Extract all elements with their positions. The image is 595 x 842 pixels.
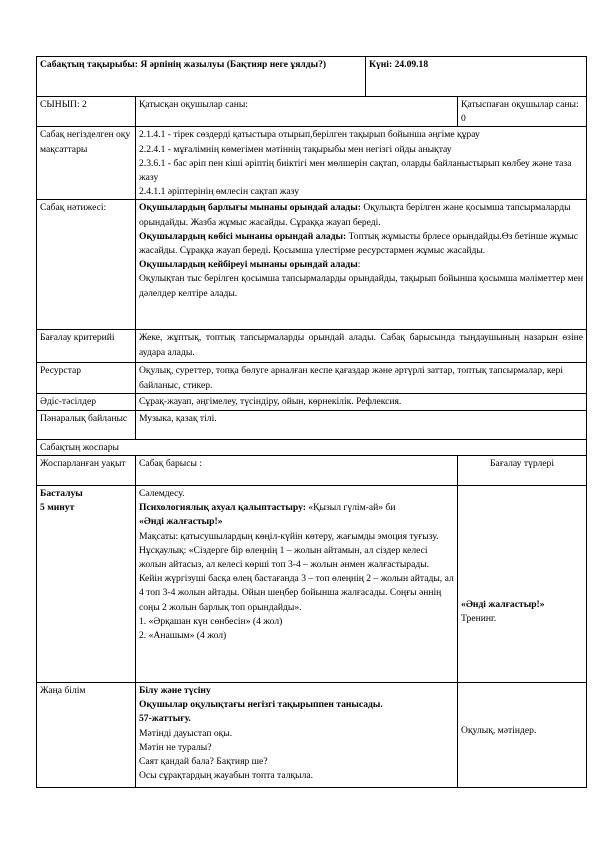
criteria-text: Жеке, жұптық, топтық тапсырмаларды орындай алады. Сабақ барысында тыңдаушының назарын өзіне аудара алады.	[136, 330, 587, 363]
game-title: «Әнді жалғастыр!»	[139, 516, 223, 528]
stage-new-l1: Мәтінді дауыстап оқы.	[139, 727, 233, 739]
stage-new-row	[37, 683, 587, 788]
game-purpose: Мақсаты: қатысушылардың көңіл-күйін көтеру, жағымды эмоция туғызу.	[139, 530, 439, 542]
goal-3: 2.3.6.1 - бас әріп пен кіші әріптің биіктігі мен мөлшерін сақтап, оларды байланыстырып көлбеу және таза жазу	[139, 157, 572, 184]
methods-label: Әдіс-тәсілдер	[37, 393, 136, 410]
class-row	[37, 97, 587, 127]
lesson-date: Күні: 24.09.18	[366, 57, 587, 97]
criteria-row	[37, 330, 587, 363]
interdisciplinary-label: Пәнаралық байланыс	[37, 410, 136, 439]
result-some: Оқушылардың кейбіреуі мынаны орындай алады:	[139, 259, 361, 271]
stage-start-assessment	[458, 486, 587, 683]
stage-new-assessment	[458, 683, 587, 788]
results-label: Сабақ нәтижесі:	[37, 200, 136, 330]
goal-4: 2.4.1.1 әріптерінің өмлесін сақтап жазу	[139, 186, 300, 198]
stage-new-h3: 57-жаттығу.	[139, 713, 191, 725]
col-time-header: Жоспарланған уақыт	[37, 456, 136, 486]
lesson-topic: Сабақтың тақырыбы: Я әрпінің жазылуы (Бақтияр неге ұялды?)	[37, 57, 366, 97]
goal-2: 2.2.4.1 - мұғалімнің көмегімен мәтіннің тақырыбы мен негізгі ойды анықтау	[139, 143, 452, 155]
interdisciplinary-text: Музыка, қазақ тілі.	[136, 410, 587, 439]
methods-text: Сұрақ-жауап, әңгімелеу, түсіндіру, ойын, көрнекілік. Рефлексия.	[136, 393, 587, 410]
stage-start-name: Басталуы	[40, 488, 83, 500]
assessment-game: «Әнді жалғастыр!»	[461, 599, 545, 611]
greeting: Сәлемдесу.	[139, 488, 185, 500]
criteria-label: Бағалау критерийі	[37, 330, 136, 363]
goals-list	[136, 127, 587, 200]
methods-row	[37, 393, 587, 410]
stage-new-l4: Осы сұрақтардың жауабын топта талқыла.	[139, 770, 314, 782]
plan-title: Сабақтың жоспары	[37, 439, 587, 455]
plan-title-row	[37, 439, 587, 455]
resources-text: Оқулық, суреттер, топқа бөлуге арналған кеспе қағаздар және әртүрлі заттар, топтық тапсырмалар, кері байланыс, стикер.	[136, 363, 587, 393]
present-count: Қатысқан оқушылар саны:	[136, 97, 458, 127]
stage-start-time	[37, 486, 136, 683]
stage-new-content	[136, 683, 458, 788]
song-2: 2. «Анашым» (4 жол)	[139, 630, 227, 642]
game-instruction: Нұсқаулық: «Сіздерге бір өлеңнің 1 – жолын айтамын, ал сіздер келесі жолын айтасыз, ал келесі көрші топ 3-4 – жолын әнмен жалғастырады. Кейін жүргізуші басқа өлең бастағанда 3 – топ өлеңнің 2 – жолын айтады, ал 4 топ 3-4 жолын айтады. Ойын шеңбер бойынша жалғасады. Соңғы әннің соңы 2 жолын барлық топ орындайды».	[139, 544, 454, 613]
result-all: Оқушылардың барлығы мынаны орындай алады: Оқулықта берілген және қосымша тапсырмаларды орындайды. Жазба жұмыс жасайды. Сұраққа жауап береді.	[139, 202, 571, 228]
resources-row	[37, 363, 587, 393]
topic-row	[37, 57, 587, 97]
stage-new-h2: Оқушылар оқулықтағы негізгі тақырыппен танысады.	[139, 699, 383, 711]
stage-new-assess-text: Оқулық, мәтіндер.	[461, 725, 537, 737]
col-progress-header: Сабақ барысы :	[136, 456, 458, 486]
goals-label: Сабақ негізделген оқу мақсаттары	[37, 127, 136, 200]
result-some-text: Оқулықтан тыс берілген қосымша тапсырмаларды орындайды, тақырып бойынша қосымша мәліметтер мен дәлелдер келтіре алады.	[139, 273, 584, 299]
resources-label: Ресурстар	[37, 363, 136, 393]
goals-row	[37, 127, 587, 200]
col-assessment-header: Бағалау түрлері	[458, 456, 587, 486]
stage-new-name: Жаңа білім	[37, 683, 136, 788]
stage-start-row	[37, 486, 587, 683]
assessment-training: Тренинг.	[461, 613, 497, 625]
stage-new-l2: Мәтін не туралы?	[139, 741, 212, 753]
lesson-plan-table	[36, 56, 587, 788]
goal-1: 2.1.4.1 - тірек сөздерді қатыстыра отырып,берілген тақырып бойынша әңгіме құрау	[139, 129, 480, 141]
results-content	[136, 200, 587, 330]
stage-new-l3: Саят қандай бала? Бақтияр ше?	[139, 756, 268, 768]
result-most: Оқушылардың көбісі мынаны орындай алады: Топтық жұмысты брлесе орындайды.Өз бетінше жұмыс жасайды. Сұраққа жауап береді. Қосымша үлестірме ресурстармен жұмыс жасайды.	[139, 230, 579, 257]
stage-start-content	[136, 486, 458, 683]
interdisciplinary-row	[37, 410, 587, 439]
absent-count: Қатыспаған оқушылар саны: 0	[458, 97, 587, 127]
plan-header-row	[37, 456, 587, 486]
psych-mood: Психологиялық ахуал қалыптастыру: «Қызыл гүлім-ай» би	[139, 502, 396, 514]
results-row	[37, 200, 587, 330]
stage-new-h1: Білу және түсіну	[139, 685, 211, 697]
song-1: 1. «Әрқашан күн сөнбесін» (4 жол)	[139, 615, 283, 627]
stage-start-duration: 5 минут	[40, 502, 75, 514]
class-label: СЫНЫП: 2	[37, 97, 136, 127]
